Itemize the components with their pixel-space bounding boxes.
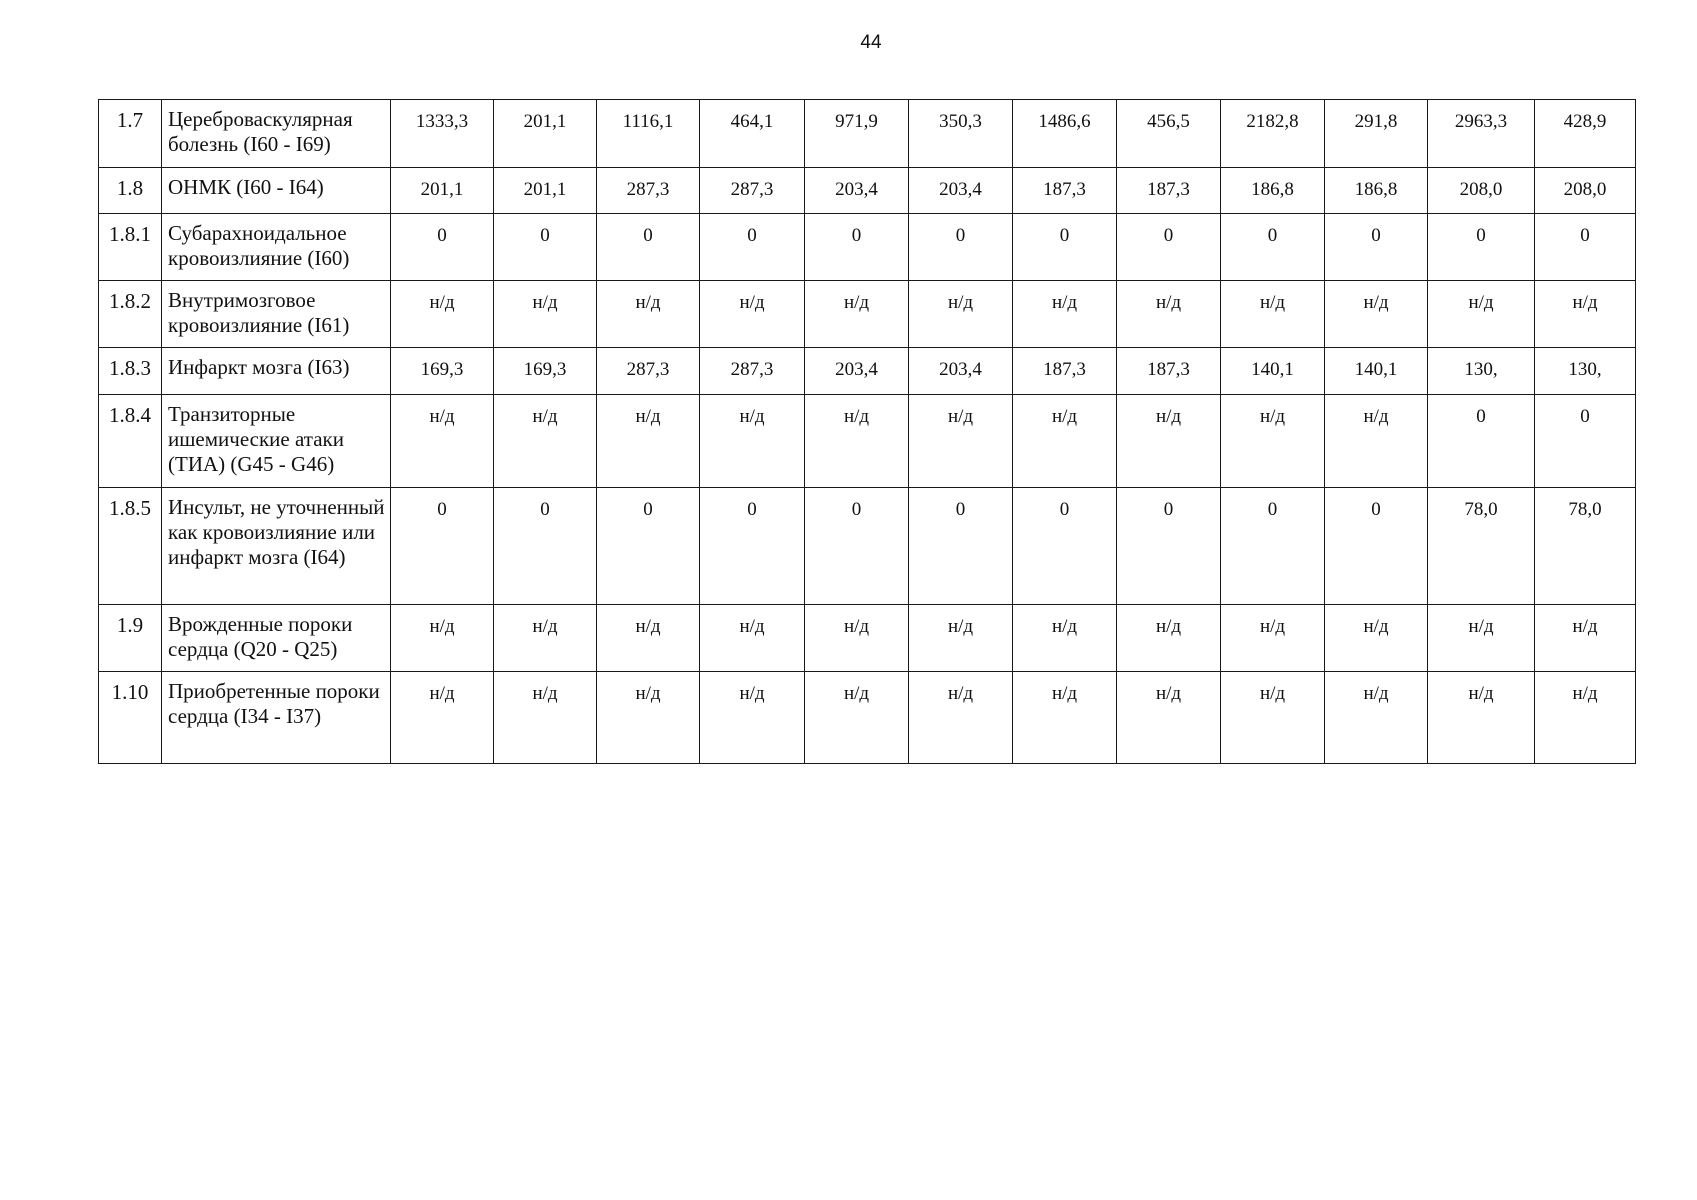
value-cell: н/д [909, 605, 1013, 672]
row-number: 1.8.5 [99, 488, 162, 605]
value-cell: 287,3 [597, 168, 700, 214]
value-cell: 0 [700, 214, 805, 281]
value-cell: 0 [1325, 214, 1428, 281]
table-body [99, 100, 1636, 764]
row-name: Врожденные пороки сердца (Q20 - Q25) [162, 605, 391, 672]
row-number: 1.7 [99, 100, 162, 168]
value-cell: 203,4 [805, 348, 909, 395]
value-cell: н/д [597, 605, 700, 672]
table-row [99, 488, 1636, 605]
value-cell: 187,3 [1013, 348, 1117, 395]
row-name: ОНМК (I60 - I64) [162, 168, 391, 214]
value-cell: н/д [1013, 672, 1117, 764]
table-row [99, 100, 1636, 168]
value-cell: н/д [1535, 281, 1636, 348]
value-cell: н/д [1428, 281, 1535, 348]
value-cell: 428,9 [1535, 100, 1636, 168]
value-cell: 1116,1 [597, 100, 700, 168]
value-cell: 2182,8 [1221, 100, 1325, 168]
value-cell: 140,1 [1221, 348, 1325, 395]
value-cell: 464,1 [700, 100, 805, 168]
value-cell: 0 [597, 214, 700, 281]
value-cell: н/д [597, 672, 700, 764]
value-cell: н/д [1428, 605, 1535, 672]
value-cell: н/д [1535, 605, 1636, 672]
row-number: 1.9 [99, 605, 162, 672]
value-cell: н/д [494, 395, 597, 488]
value-cell: н/д [805, 672, 909, 764]
value-cell: 971,9 [805, 100, 909, 168]
value-cell: 0 [391, 488, 494, 605]
row-number: 1.10 [99, 672, 162, 764]
value-cell: н/д [700, 605, 805, 672]
value-cell: 78,0 [1535, 488, 1636, 605]
value-cell: н/д [909, 395, 1013, 488]
table-row [99, 672, 1636, 764]
value-cell: н/д [1013, 281, 1117, 348]
value-cell: 0 [1221, 214, 1325, 281]
value-cell: 0 [391, 214, 494, 281]
row-name: Инсульт, не уточненный как кровоизлияние или инфаркт мозга (I64) [162, 488, 391, 605]
value-cell: 291,8 [1325, 100, 1428, 168]
value-cell: 0 [1013, 214, 1117, 281]
value-cell: 1486,6 [1013, 100, 1117, 168]
value-cell: н/д [494, 605, 597, 672]
value-cell: 0 [1117, 214, 1221, 281]
row-name: Внутримозговое кровоизлияние (I61) [162, 281, 391, 348]
value-cell: 0 [1325, 488, 1428, 605]
value-cell: 0 [1428, 214, 1535, 281]
table-row [99, 214, 1636, 281]
value-cell: 201,1 [391, 168, 494, 214]
value-cell: 0 [1117, 488, 1221, 605]
value-cell: 186,8 [1221, 168, 1325, 214]
value-cell: 201,1 [494, 100, 597, 168]
value-cell: н/д [1221, 672, 1325, 764]
value-cell: 208,0 [1535, 168, 1636, 214]
value-cell: 287,3 [597, 348, 700, 395]
value-cell: н/д [597, 281, 700, 348]
value-cell: 130, [1428, 348, 1535, 395]
row-name: Инфаркт мозга (I63) [162, 348, 391, 395]
table-row [99, 348, 1636, 395]
value-cell: н/д [1117, 395, 1221, 488]
row-name: Приобретенные пороки сердца (I34 - I37) [162, 672, 391, 764]
value-cell: 456,5 [1117, 100, 1221, 168]
value-cell: 203,4 [805, 168, 909, 214]
value-cell: 130, [1535, 348, 1636, 395]
value-cell: н/д [1117, 605, 1221, 672]
value-cell: 187,3 [1013, 168, 1117, 214]
value-cell: н/д [391, 672, 494, 764]
value-cell: 140,1 [1325, 348, 1428, 395]
value-cell: н/д [700, 281, 805, 348]
value-cell: 0 [909, 214, 1013, 281]
table-row [99, 281, 1636, 348]
value-cell: н/д [494, 281, 597, 348]
value-cell: 1333,3 [391, 100, 494, 168]
value-cell: н/д [805, 605, 909, 672]
table-row [99, 395, 1636, 488]
value-cell: н/д [1221, 281, 1325, 348]
value-cell: 187,3 [1117, 168, 1221, 214]
page-number: 44 [860, 32, 882, 53]
value-cell: н/д [1221, 605, 1325, 672]
value-cell: 287,3 [700, 348, 805, 395]
table-row [99, 168, 1636, 214]
row-name: Транзиторные ишемические атаки (ТИА) (G45 - G46) [162, 395, 391, 488]
value-cell: н/д [1013, 395, 1117, 488]
row-name: Цереброваскулярная болезнь (I60 - I69) [162, 100, 391, 168]
row-number: 1.8.2 [99, 281, 162, 348]
value-cell: н/д [909, 672, 1013, 764]
value-cell: 208,0 [1428, 168, 1535, 214]
value-cell: 169,3 [391, 348, 494, 395]
statistics-table [98, 99, 1636, 764]
row-name: Субарахноидальное кровоизлияние (I60) [162, 214, 391, 281]
value-cell: н/д [1325, 395, 1428, 488]
value-cell: 203,4 [909, 168, 1013, 214]
value-cell: н/д [805, 395, 909, 488]
value-cell: н/д [805, 281, 909, 348]
value-cell: 0 [1535, 395, 1636, 488]
value-cell: н/д [1013, 605, 1117, 672]
value-cell: 0 [1535, 214, 1636, 281]
value-cell: н/д [1117, 281, 1221, 348]
value-cell: 2963,3 [1428, 100, 1535, 168]
table-row [99, 605, 1636, 672]
value-cell: 0 [700, 488, 805, 605]
row-number: 1.8.4 [99, 395, 162, 488]
value-cell: н/д [909, 281, 1013, 348]
row-number: 1.8.1 [99, 214, 162, 281]
value-cell: н/д [1428, 672, 1535, 764]
value-cell: 169,3 [494, 348, 597, 395]
row-number: 1.8.3 [99, 348, 162, 395]
value-cell: 0 [909, 488, 1013, 605]
value-cell: 0 [494, 214, 597, 281]
value-cell: 187,3 [1117, 348, 1221, 395]
value-cell: н/д [700, 395, 805, 488]
value-cell: 0 [805, 214, 909, 281]
value-cell: н/д [391, 395, 494, 488]
value-cell: н/д [1535, 672, 1636, 764]
value-cell: н/д [1325, 281, 1428, 348]
value-cell: н/д [1117, 672, 1221, 764]
row-number: 1.8 [99, 168, 162, 214]
value-cell: н/д [1325, 672, 1428, 764]
value-cell: 0 [1428, 395, 1535, 488]
value-cell: 0 [1221, 488, 1325, 605]
value-cell: 186,8 [1325, 168, 1428, 214]
value-cell: 0 [494, 488, 597, 605]
table-container [98, 99, 1636, 764]
value-cell: 0 [805, 488, 909, 605]
value-cell: н/д [700, 672, 805, 764]
value-cell: н/д [597, 395, 700, 488]
value-cell: н/д [1325, 605, 1428, 672]
value-cell: 201,1 [494, 168, 597, 214]
value-cell: н/д [391, 281, 494, 348]
value-cell: н/д [1221, 395, 1325, 488]
value-cell: 350,3 [909, 100, 1013, 168]
value-cell: н/д [494, 672, 597, 764]
value-cell: 203,4 [909, 348, 1013, 395]
value-cell: 0 [597, 488, 700, 605]
value-cell: 287,3 [700, 168, 805, 214]
value-cell: 78,0 [1428, 488, 1535, 605]
value-cell: 0 [1013, 488, 1117, 605]
value-cell: н/д [391, 605, 494, 672]
